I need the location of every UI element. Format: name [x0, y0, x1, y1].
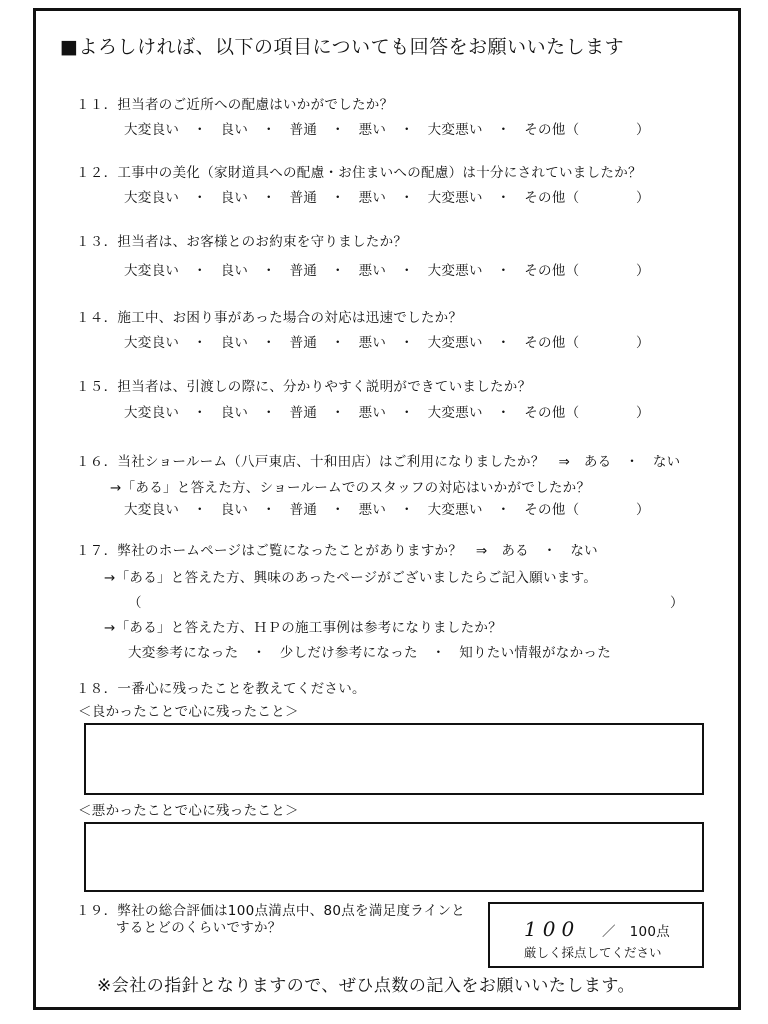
q14-options[interactable]: 大変良い ・ 良い ・ 普通 ・ 悪い ・ 大変悪い ・ その他（ [124, 335, 580, 351]
q18-good-answer-box[interactable] [84, 723, 704, 795]
q11-options[interactable]: 大変良い ・ 良い ・ 普通 ・ 悪い ・ 大変悪い ・ その他（ [124, 122, 580, 138]
score-handwritten-value: 100 [524, 917, 581, 941]
score-note: 厳しく採点してください [524, 945, 662, 960]
question-11: １１．担当者のご近所への配慮はいかがでしたか？ [76, 97, 394, 113]
q16-followup: →「ある」と答えた方、ショールームでのスタッフの対応はいかがでしたか？ [110, 480, 591, 496]
q17-followup-pages: →「ある」と答えた方、興味のあったページがございましたらご記入願います。 [104, 570, 598, 586]
q17-open-paren: （ [128, 595, 142, 611]
q16-close-paren: ） [636, 502, 650, 518]
score-max-label: ／ 100点 [602, 924, 671, 940]
q13-close-paren: ） [636, 263, 650, 279]
q12-close-paren: ） [636, 190, 650, 206]
question-14: １４．施工中、お困り事があった場合の対応は迅速でしたか？ [76, 310, 463, 326]
question-15: １５．担当者は、引渡しの際に、分かりやすく説明ができていましたか？ [76, 379, 532, 395]
question-17: １７．弊社のホームページはご覧になったことがありますか？ ⇒ ある ・ ない [76, 543, 598, 559]
form-header: ■よろしければ、以下の項目についても回答をお願いいたします [60, 36, 625, 58]
question-12: １２．工事中の美化（家財道具への配慮・お住まいへの配慮）は十分にされていましたか？ [76, 165, 642, 181]
q16-options[interactable]: 大変良い ・ 良い ・ 普通 ・ 悪い ・ 大変悪い ・ その他（ [124, 502, 580, 518]
q15-options[interactable]: 大変良い ・ 良い ・ 普通 ・ 悪い ・ 大変悪い ・ その他（ [124, 405, 580, 421]
question-13: １３．担当者は、お客様とのお約束を守りましたか？ [76, 234, 408, 250]
question-19-line2: するとどのくらいですか？ [116, 920, 282, 936]
q18-good-label: ＜良かったことで心に残ったこと＞ [78, 704, 299, 720]
q15-close-paren: ） [636, 405, 650, 421]
q17-followup-cases: →「ある」と答えた方、ＨＰの施工事例は参考になりましたか？ [104, 620, 503, 636]
question-18: １８．一番心に残ったことを教えてください。 [76, 681, 366, 697]
question-19-line1: １９．弊社の総合評価は100点満点中、80点を満足度ラインと [76, 903, 466, 919]
q17-close-paren: ） [670, 595, 684, 611]
q18-bad-answer-box[interactable] [84, 822, 704, 892]
footer-note: ※会社の指針となりますので、ぜひ点数の記入をお願いいたします。 [97, 976, 636, 996]
q13-options[interactable]: 大変良い ・ 良い ・ 普通 ・ 悪い ・ 大変悪い ・ その他（ [124, 263, 580, 279]
q18-bad-label: ＜悪かったことで心に残ったこと＞ [78, 803, 299, 819]
q12-options[interactable]: 大変良い ・ 良い ・ 普通 ・ 悪い ・ 大変悪い ・ その他（ [124, 190, 580, 206]
q14-close-paren: ） [636, 335, 650, 351]
q11-close-paren: ） [636, 122, 650, 138]
q17-options[interactable]: 大変参考になった ・ 少しだけ参考になった ・ 知りたい情報がなかった [128, 645, 611, 661]
question-16: １６．当社ショールーム（八戸東店、十和田店）はご利用になりましたか？ ⇒ ある ・ ない [76, 454, 681, 470]
